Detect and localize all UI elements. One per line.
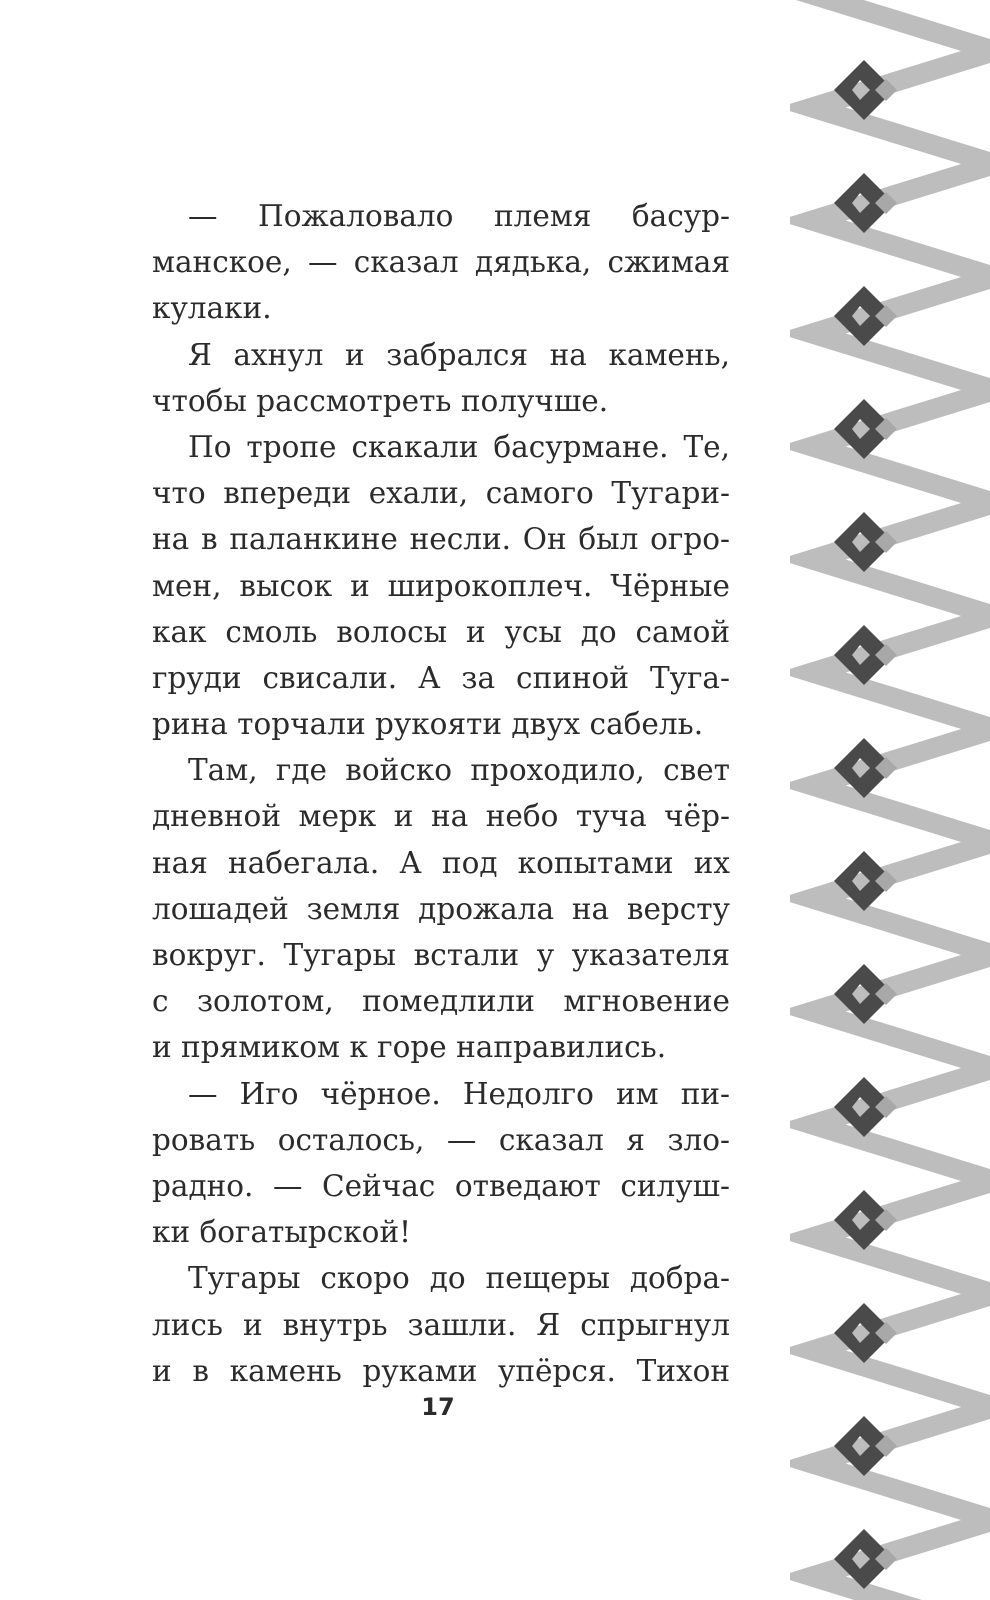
text-line: с золотом, помедлили мгновение	[152, 984, 730, 1019]
zigzag-stroke	[812, 164, 990, 277]
text-line: — Иго чёрное. Недолго им пи-	[188, 1076, 730, 1111]
text-line: ная набегала. А под копытами их	[152, 845, 730, 880]
body-text	[152, 193, 730, 1394]
zigzag-stroke	[812, 729, 990, 842]
zigzag-stroke	[812, 390, 990, 503]
zigzag-stroke	[812, 1181, 990, 1294]
page-number: 17	[421, 1393, 455, 1421]
zigzag-stroke	[812, 503, 990, 616]
text-line: вокруг. Тугары встали у указателя	[152, 938, 730, 972]
text-line: ки богатырской!	[152, 1215, 411, 1250]
zigzag-arrow-border-icon	[790, 0, 990, 1600]
text-line: и в камень руками упёрся. Тихон	[152, 1353, 730, 1388]
zigzag-stroke	[812, 955, 990, 1068]
zigzag-stroke	[812, 277, 990, 390]
text-line: мен, высок и широкоплеч. Чёрные	[152, 568, 730, 603]
zigzag-stroke	[812, 1407, 990, 1520]
zigzag-stroke	[812, 1294, 990, 1407]
text-line: Тугары скоро до пещеры добра-	[188, 1261, 730, 1296]
zigzag-stroke	[812, 842, 990, 955]
text-line: кулаки.	[152, 291, 272, 326]
text-line: Там, где войско проходило, свет	[188, 753, 730, 788]
text-line: что впереди ехали, самого Тугари-	[152, 476, 730, 511]
zigzag-stroke	[812, 0, 990, 51]
text-line: По тропе скакали басурмане. Те,	[188, 429, 730, 464]
text-line: как смоль волосы и усы до самой	[152, 614, 730, 649]
text-line: рина торчали рукояти двух сабель.	[152, 707, 704, 742]
zigzag-stroke	[812, 1068, 990, 1181]
text-line: на в паланкине несли. Он был огро-	[152, 522, 730, 557]
zigzag-stroke	[812, 616, 990, 729]
text-line: лошадей земля дрожала на версту	[152, 891, 730, 926]
text-line: и прямиком к горе направились.	[152, 1030, 667, 1065]
text-line: Я ахнул и забрался на камень,	[188, 337, 730, 372]
text-line: манское, — сказал дядька, сжимая	[152, 245, 730, 280]
text-line: лись и внутрь зашли. Я спрыгнул	[152, 1307, 730, 1342]
text-line: дневной мерк и на небо туча чёр-	[152, 799, 730, 834]
text-line: — Пожаловало племя басур-	[188, 199, 730, 233]
text-line: чтобы рассмотреть получше.	[152, 383, 609, 418]
text-line: груди свисали. А за спиной Туга-	[152, 660, 730, 695]
zigzag-stroke	[812, 51, 990, 164]
text-line: ровать осталось, — сказал я зло-	[152, 1122, 730, 1157]
text-line: радно. — Сейчас отведают силуш-	[152, 1168, 730, 1203]
